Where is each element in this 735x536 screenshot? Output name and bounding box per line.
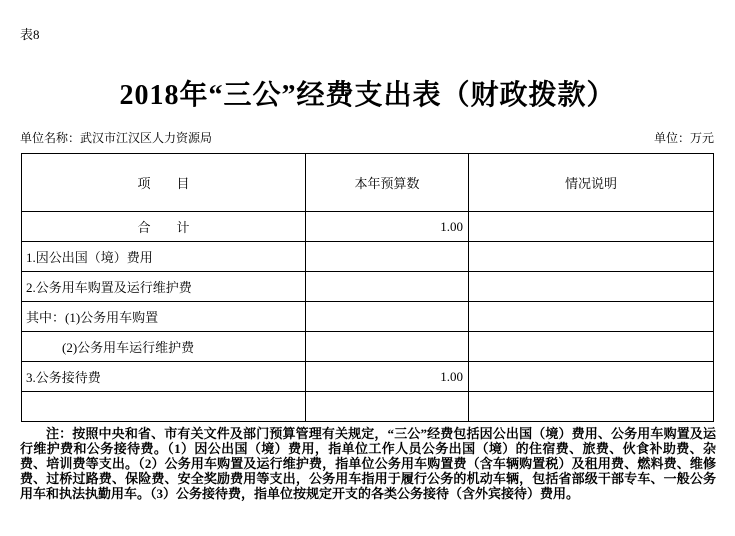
budget-cell: 1.00 (306, 212, 469, 242)
item-cell: (2)公务用车运行维护费 (22, 332, 306, 362)
budget-cell (306, 272, 469, 302)
note-cell (469, 302, 714, 332)
budget-cell (306, 242, 469, 272)
footnote: 注：按照中央和省、市有关文件及部门预算管理有关规定，“三公”经费包括因公出国（境）费用、公务用车购置及运行维护费和公务接待费。（1）因公出国（境）费用，指单位工作人员公务出国（境）的住宿费、旅费、伙食补助费、杂费、培训费等支出。（2）公务用车购置及运行维护费，指单位公务用车购置费（含车辆购置税）及租用费、燃料费、维修费、过桥过路费、保险费、安全奖励费用等支出，公务用车指用于履行公务的机动车辆，包括省部级干部专车、一般公务用车和执法执勤用车。（3）公务接待费，指单位按规定开支的各类公务接待（含外宾接待）费用。 (20, 426, 716, 501)
budget-cell: 1.00 (306, 362, 469, 392)
header-cell-note: 情况说明 (469, 154, 714, 212)
note-cell (469, 242, 714, 272)
note-cell (469, 332, 714, 362)
table-row-vehicle-maintenance (22, 332, 714, 362)
table-row-total (22, 212, 714, 242)
table-row-reception-expense (22, 362, 714, 392)
budget-cell (306, 392, 469, 422)
budget-cell (306, 302, 469, 332)
item-cell: 其中：(1)公务用车购置 (22, 302, 306, 332)
table-header-row (22, 154, 714, 212)
note-cell (469, 212, 714, 242)
item-cell: 1.因公出国（境）费用 (22, 242, 306, 272)
item-cell (22, 392, 306, 422)
table-row-empty (22, 392, 714, 422)
meta-row (20, 131, 714, 145)
table-row-vehicle-purchase (22, 302, 714, 332)
item-cell: 3.公务接待费 (22, 362, 306, 392)
header-cell-item: 项 目 (22, 154, 306, 212)
unit-of-measure-label: 单位：万元 (653, 131, 714, 145)
note-cell (469, 272, 714, 302)
header-cell-budget: 本年预算数 (306, 154, 469, 212)
table-row-vehicle-expense (22, 272, 714, 302)
note-cell (469, 362, 714, 392)
table-number-label: 表8 (20, 27, 40, 42)
budget-cell (306, 332, 469, 362)
three-public-expenses-table (21, 153, 714, 422)
unit-name-label: 单位名称：武汉市江汉区人力资源局 (20, 131, 213, 145)
item-cell: 2.公务用车购置及运行维护费 (22, 272, 306, 302)
item-cell: 合 计 (22, 212, 306, 242)
page-title: 2018年“三公”经费支出表（财政拨款） (119, 80, 616, 111)
table-row-abroad-expense (22, 242, 714, 272)
note-cell (469, 392, 714, 422)
